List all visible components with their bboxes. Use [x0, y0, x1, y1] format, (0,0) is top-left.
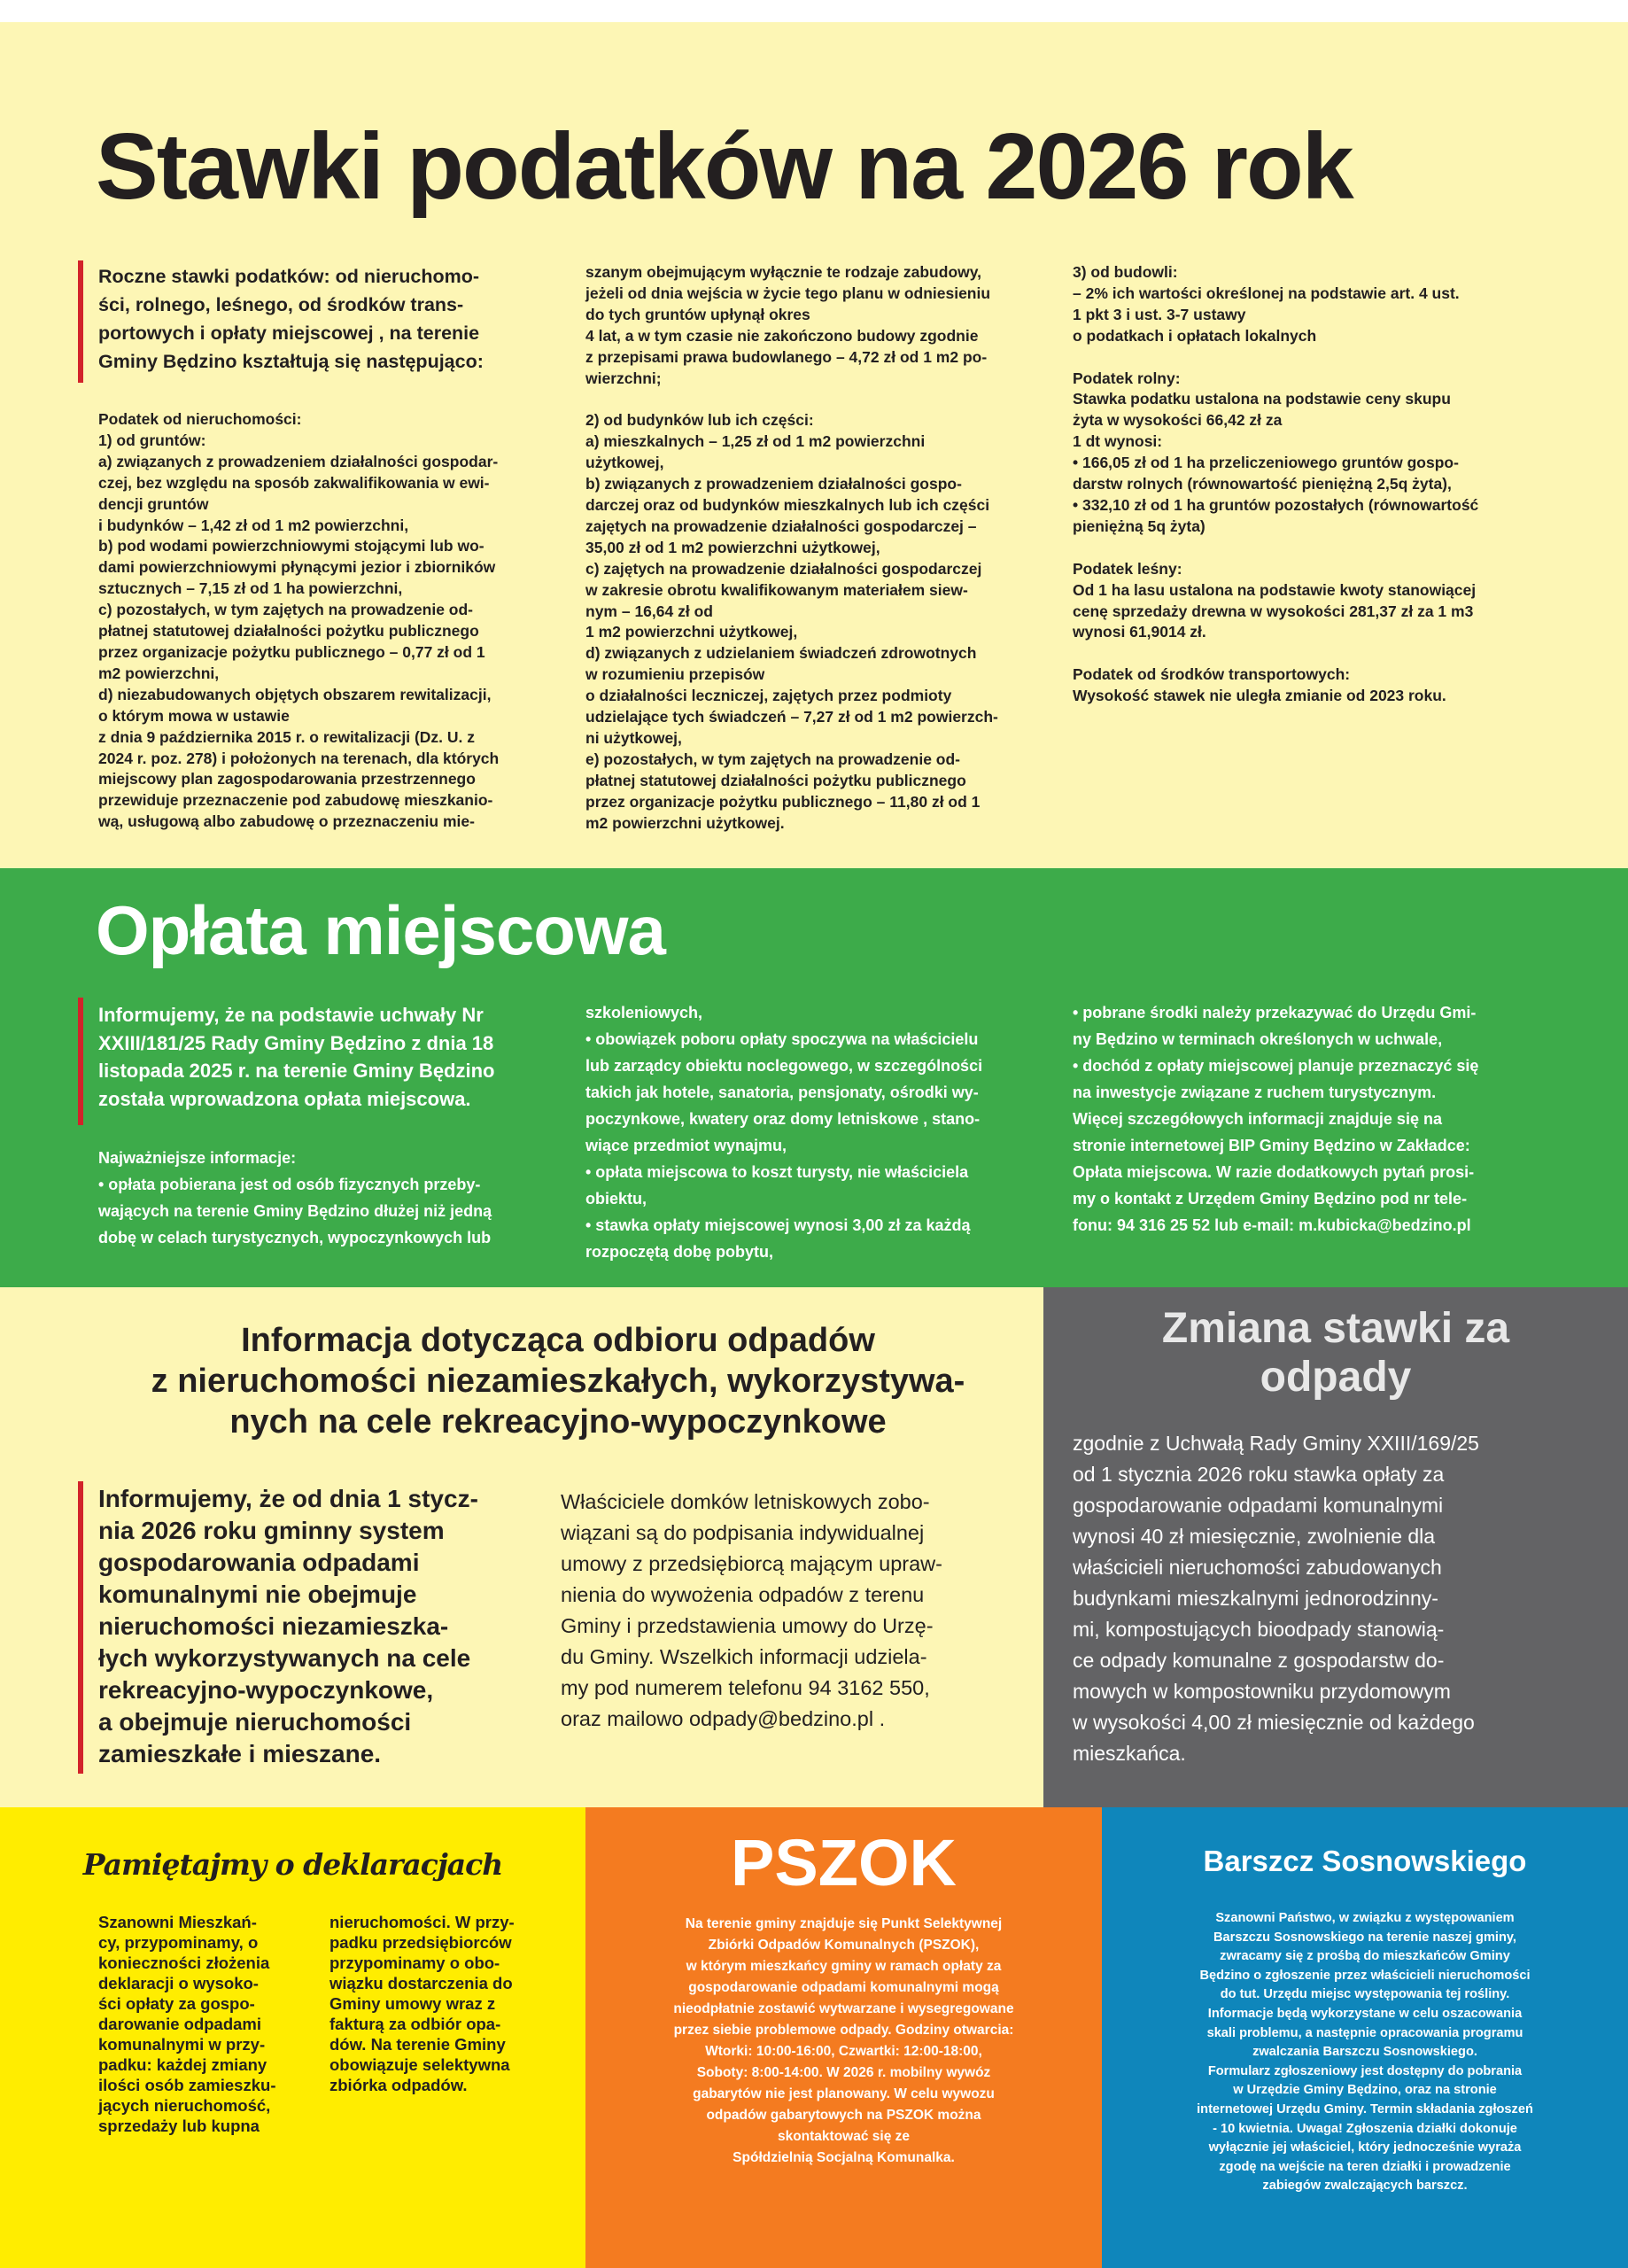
accent-bar	[78, 998, 83, 1125]
tax-intro: Roczne stawki podatków: od nieruchomo- ści, rolnego, leśnego, od środków trans- portowych i opłaty miejscowej , na terenie Gminy Będzino kształtują się następująco:	[98, 266, 484, 372]
tourist-fee-column-2: szkoleniowych, • obowiązek poboru opłaty spoczywa na właścicielu lub zarządcy obiektu noclegowego, w szczególności takich jak hotele, sanatoria, pensjonaty, ośrodki wy- poczynkowe, kwatery oraz domy letniskowe , stano- wiące przedmiot wynajmu, • opłata miejscowa to koszt turysty, nie właściciela obiektu, • stawka opłaty miejscowej wynosi 3,00 zł za każdą rozpoczętą dobę pobytu,	[585, 1004, 983, 1261]
tourist-fee-title: Opłata miejscowa	[96, 891, 665, 969]
page-title: Stawki podatków na 2026 rok	[96, 114, 1353, 219]
barszcz-title: Barszcz Sosnowskiego	[1203, 1845, 1527, 1877]
waste-rate-body: zgodnie z Uchwałą Rady Gminy XXIII/169/25 od 1 stycznia 2026 roku stawka opłaty za gospodarowanie odpadami komunalnymi wynosi 40 zł miesięcznie, zwolnienie dla właścicieli nieruchomości zabudowanych budynkami mieszkalnymi jednorodzinny- mi, kompostujących bioodpady stanowią- ce odpady komunalne z gospodarstw do- mowych w kompostowniku przydomowym w wysokości 4,00 zł miesięcznie od każdego mieszkańca.	[1073, 1432, 1479, 1765]
barszcz-body: Szanowni Państwo, w związku z występowaniem Barszczu Sosnowskiego na terenie naszej gminy, zwracamy się z prośbą do mieszkańców Gminy Będzino o zgłoszenie przez właścicieli nieruchomości do tut. Urzędu miejsc występowania tej rośliny. Informacje będą wykorzystane w celu oszacowania skali problemu, a następnie opracowania programu zwalczania Barszczu Sosnowskiego. Formularz zgłoszeniowy jest dostępny do pobrania w Urzędzie Gminy Będzino, oraz na stronie internetowej Urzędu Gminy. Termin składania zgłoszeń - 10 kwietnia. Uwaga! Zgłoszenia działki dokonuje wyłącznie jej właściciel, który jednocześnie wyraża zgodę na wejście na teren działki i prowadzenie zabiegów zwalczających barszcz.	[1197, 1911, 1533, 2194]
declarations-column-1: Szanowni Mieszkań- cy, przypominamy, o konieczności złożenia deklaracji o wysoko- ści opłaty za gospo- darowanie odpadami komunalnymi w przy- padku: każdej zmiany ilości osób zamieszku- jących nieruchomość, sprzedaży lub kupna	[98, 1913, 276, 2135]
declarations-title: Pamiętajmy o deklaracjach	[82, 1847, 503, 1882]
tourist-fee-intro: Informujemy, że na podstawie uchwały Nr XXIII/181/25 Rady Gminy Będzino z dnia 18 listopada 2025 r. na terenie Gminy Będzino została wprowadzona opłata miejscowa.	[98, 1004, 495, 1111]
pszok-title: PSZOK	[731, 1826, 957, 1899]
accent-bar	[78, 260, 83, 383]
tax-column-1: Podatek od nieruchomości: 1) od gruntów: a) związanych z prowadzeniem działalności gospodar- czej, bez względu na sposób zakwalifikowania w ewi- dencji gruntów i budynków – 1,42 zł od 1 m2 powierzchni, b) pod wodami powierzchniowymi stojącymi lub wo- dami powierzchniowymi płynącymi jezior i zbiorników sztucznych – 7,15 zł od 1 ha powierzchni, c) pozostałych, w tym zajętych na prowadzenie od- płatnej statutowej działalności pożytku publicznego przez organizacje pożytku publicznego – 0,77 zł od 1 m2 powierzchni, d) niezabudowanych objętych obszarem rewitalizacji, o którym mowa w ustawie z dnia 9 października 2015 r. o rewitalizacji (Dz. U. z 2024 r. poz. 278) i położonych na terenach, dla których miejscowy plan zagospodarowania przestrzennego przewiduje przeznaczenie pod zabudowę mieszkanio- wą, usługową albo zabudowę o przeznaczeniu mie-	[98, 410, 500, 831]
pszok-body: Na terenie gminy znajduje się Punkt Selektywnej Zbiórki Odpadów Komunalnych (PSZOK), w którym mieszkańcy gminy w ramach opłaty za gospodarowanie odpadami komunalnymi mogą nieodpłatnie zostawić wytwarzane i wysegregowane przez siebie problemowe odpady. Godziny otwarcia: Wtorki: 10:00-16:00, Czwartki: 12:00-18:00, Soboty: 8:00-14:00. W 2026 r. mobilny wywóz gabarytów nie jest planowany. W celu wywozu odpadów gabarytowych na PSZOK można skontaktować się ze Spółdzielnią Socjalną Komunalka.	[673, 1916, 1014, 2165]
waste-info-title: Informacja dotycząca odbioru odpadów z nieruchomości niezamieszkałych, wykorzystywa- nych na cele rekreacyjno-wypoczynkowe	[151, 1322, 965, 1441]
tax-column-2: szanym obejmującym wyłącznie te rodzaje zabudowy, jeżeli od dnia wejścia w życie tego planu w odniesieniu do tych gruntów upłynął okres 4 lat, a w tym czasie nie zakończono budowy zgodnie z przepisami prawa budowlanego – 4,72 zł od 1 m2 po- wierzchni; 2) od budynków lub ich części: a) mieszkalnych – 1,25 zł od 1 m2 powierzchni użytkowej, b) związanych z prowadzeniem działalności gospo- darczej oraz od budynków mieszkalnych lub ich części zajętych na prowadzenie działalności gospodarczej – 35,00 zł od 1 m2 powierzchni użytkowej, c) zajętych na prowadzenie działalności gospodarczej w zakresie obrotu kwalifikowanym materiałem siew- nym – 16,64 zł od 1 m2 powierzchni użytkowej, d) związanych z udzielaniem świadczeń zdrowotnych w rozumieniu przepisów o działalności leczniczej, zajętych przez podmioty udzielające tych świadczeń – 7,27 zł od 1 m2 powierzch- ni użytkowej, e) pozostałych, w tym zajętych na prowadzenie od- płatnej statutowej działalności pożytku publicznego przez organizacje pożytku publicznego – 11,80 zł od 1 m2 powierzchni użytkowej.	[585, 263, 998, 832]
tax-column-3: 3) od budowli: – 2% ich wartości określonej na podstawie art. 4 ust. 1 pkt 3 i ust. 3-7 ustawy o podatkach i opłatach lokalnych Podatek rolny: Stawka podatku ustalona na podstawie ceny skupu żyta w wysokości 66,42 zł za 1 dt wynosi: • 166,05 zł od 1 ha przeliczeniowego gruntów gospo- darstw rolnych (równowartość pieniężną 2,5q żyta), • 332,10 zł od 1 ha gruntów pozostałych (równowartość pieniężną 5q żyta) Podatek leśny: Od 1 ha lasu ustalona na podstawie kwoty stanowiącej cenę sprzedaży drewna w wysokości 281,37 zł za 1 m3 wynosi 61,9014 zł. Podatek od środków transportowych: Wysokość stawek nie uległa zmianie od 2023 roku.	[1073, 263, 1479, 705]
tourist-fee-column-3: • pobrane środki należy przekazywać do Urzędu Gmi- ny Będzino w terminach określonych w uchwale, • dochód z opłaty miejscowej planuje przeznaczyć się na inwestycje związane z ruchem turystycznym. Więcej szczegółowych informacji znajduje się na stronie internetowej BIP Gminy Będzino w Zakładce: Opłata miejscowa. W razie dodatkowych pytań prosi- my o kontakt z Urzędem Gminy Będzino pod nr tele- fonu: 94 316 25 52 lub e-mail: m.kubicka@bedzino.pl	[1073, 1004, 1479, 1234]
tourist-fee-column-1: Najważniejsze informacje: • opłata pobierana jest od osób fizycznych przeby- wających na terenie Gminy Będzino dłużej niż jedną dobę w celach turystycznych, wypoczynkowych lub	[98, 1149, 492, 1247]
accent-bar	[78, 1481, 83, 1774]
waste-rate-title: Zmiana stawki za odpady	[1161, 1305, 1510, 1401]
declarations-column-2: nieruchomości. W przy- padku przedsiębiorców przypominamy o obo- wiązku dostarczenia do Gminy umowy wraz z fakturą za odbiór opa- dów. Na terenie Gminy obowiązuje selektywna zbiórka odpadów.	[329, 1913, 515, 2094]
waste-info-body: Właściciele domków letniskowych zobo- wiązani są do podpisania indywidualnej umowy z przedsiębiorcą mającym upraw- nienia do wywożenia odpadów z terenu Gminy i przedstawienia umowy do Urzę- du Gminy. Wszelkich informacji udziela- my pod numerem telefonu 94 3162 550, oraz mailowo odpady@bedzino.pl .	[561, 1490, 942, 1730]
waste-info-lead: Informujemy, że od dnia 1 stycz- nia 2026 roku gminny system gospodarowania odpadami komunalnymi nie obejmuje nieruchomości niezamieszka- łych wykorzystywanych na cele rekreacyjno-wypoczynkowe, a obejmuje nieruchomości zamieszkałe i mieszane.	[98, 1485, 478, 1767]
